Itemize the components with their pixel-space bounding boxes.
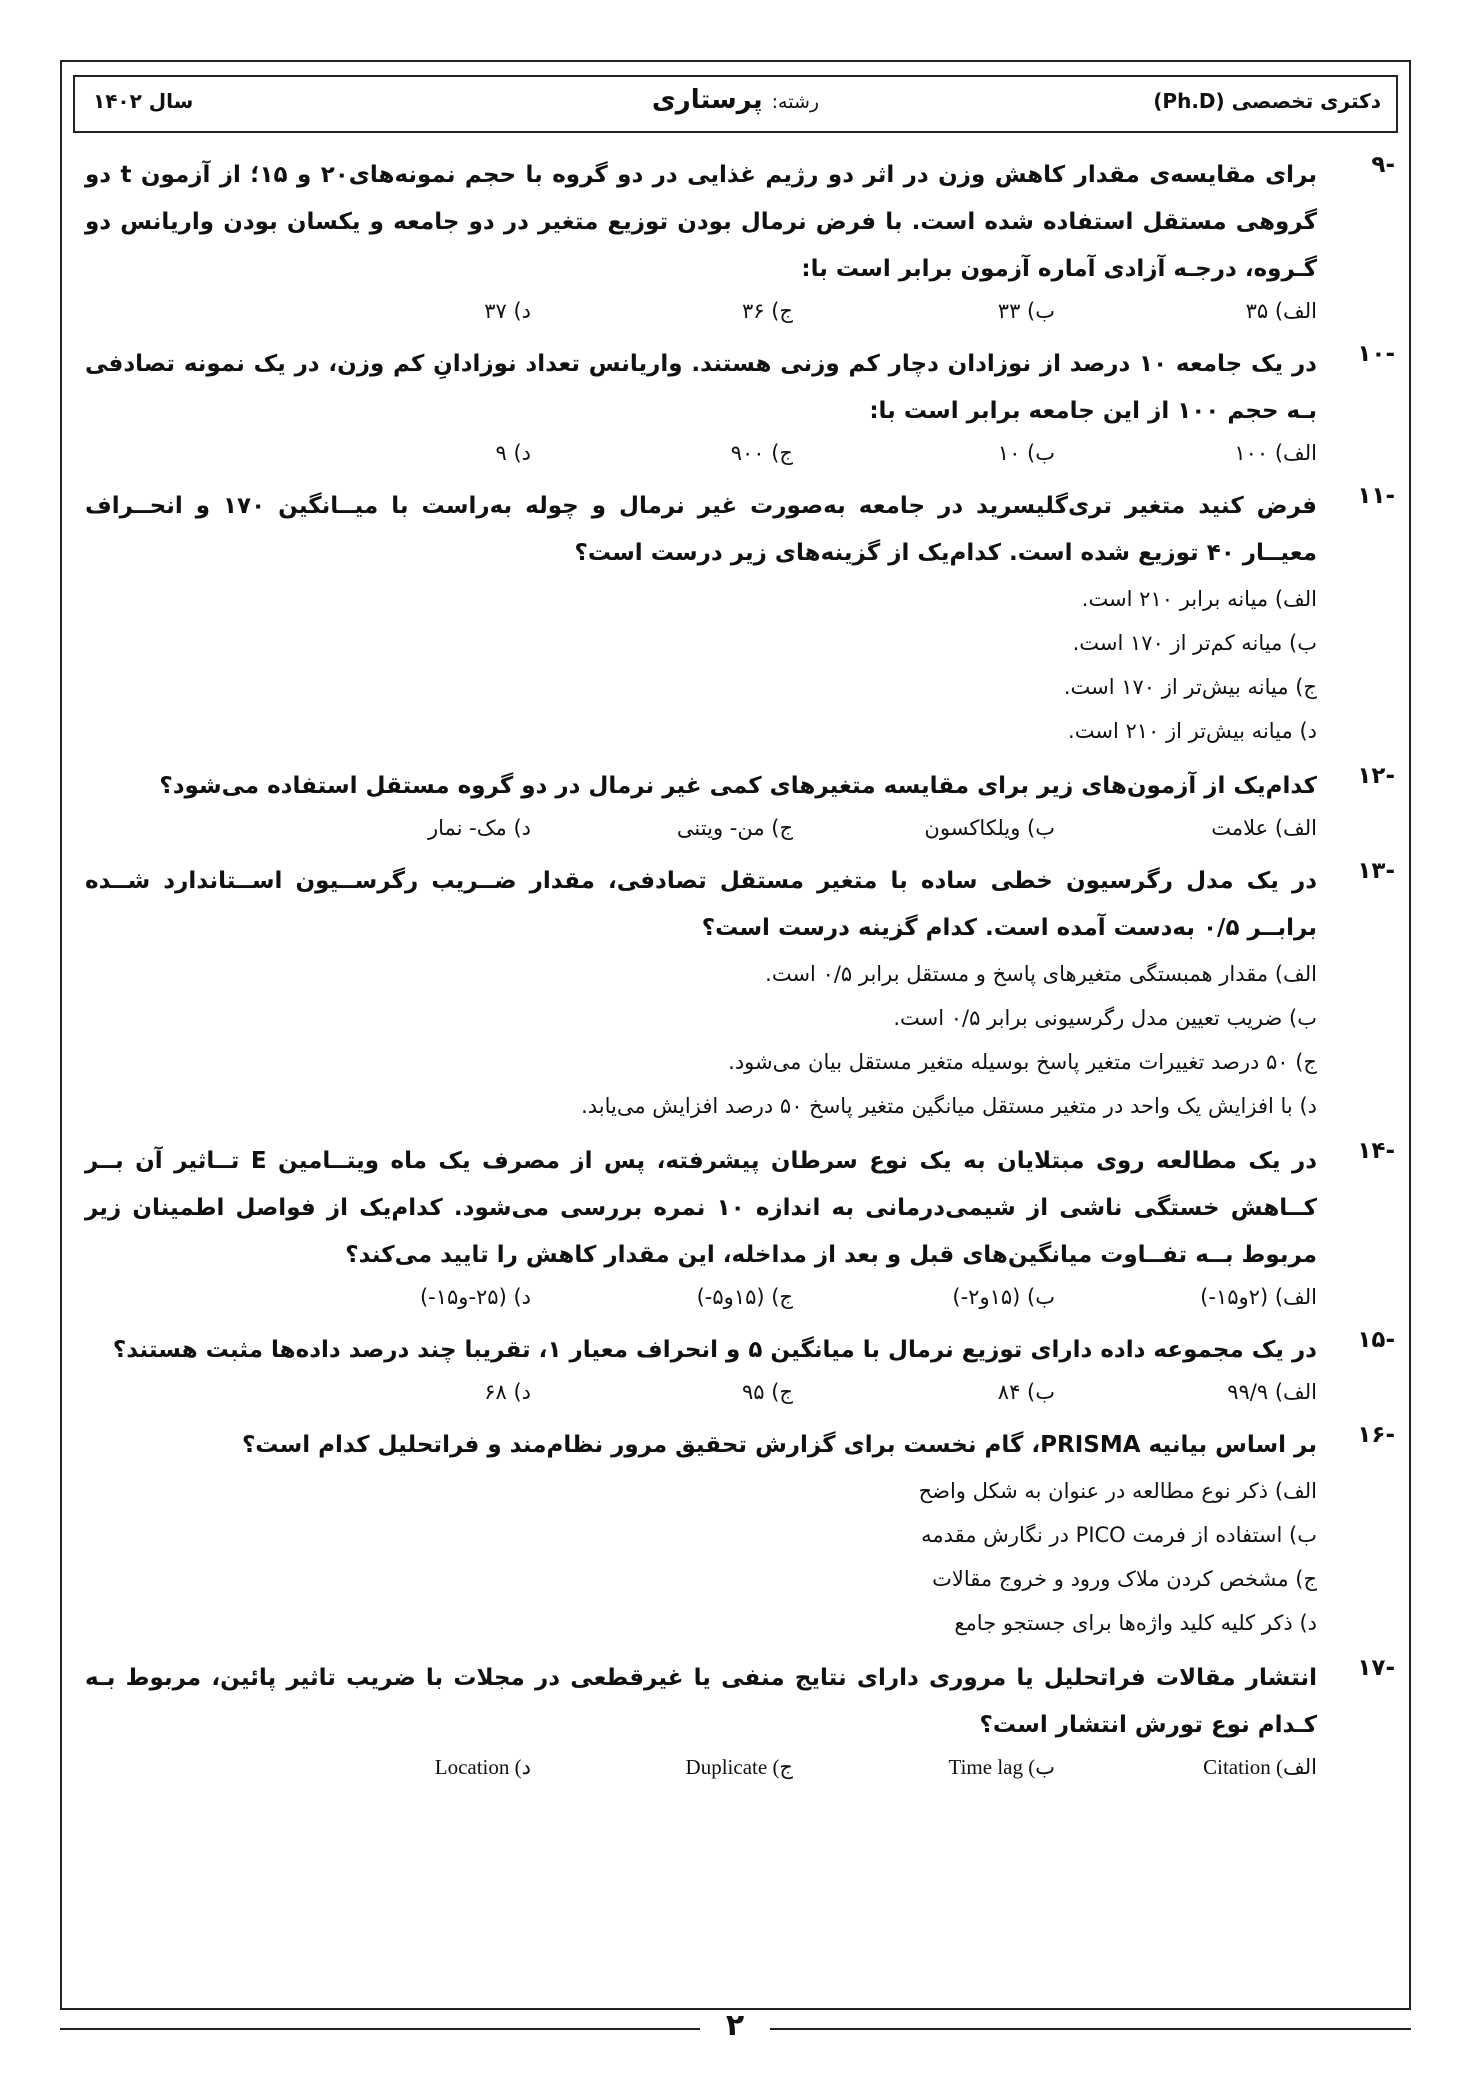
question-number: -۱۳: [1357, 858, 1395, 884]
option-a: الف) ۳۵: [1245, 299, 1317, 323]
field-label: رشته:: [771, 91, 820, 113]
option-d: د) Location: [434, 1755, 531, 1779]
option-b: ب) ۸۴: [997, 1380, 1055, 1404]
page-number: ۲: [725, 2008, 745, 2043]
question-number: -۱۱: [1357, 483, 1395, 509]
question-stem: در یک مجموعه داده دارای توزیع نرمال با میانگین ۵ و انحراف معیار ۱، تقریبا چند درصد داده‌ها مثبت هستند؟: [112, 1337, 1317, 1363]
option-c: ج) من- ویتنی: [676, 816, 793, 840]
exam-field: [75, 85, 1396, 115]
option-a: الف) ذکر نوع مطالعه در عنوان به شکل واضح: [918, 1479, 1317, 1503]
option-a: الف) علامت: [1211, 816, 1317, 840]
question-stem: برای مقایسه‌ی مقدار کاهش وزن در اثر دو رژیم غذایی در دو گروه با حجم نمونه‌های۲۰ و ۱۵؛ از آزمون t دو گروهی مستقل استفاده شده است. با فرض نرمال بودن توزیع متغیر در دو جامعه و یکسان بودن واریانس دو گـروه، درجـه آزادی آماره آزمون برابر است با:: [85, 162, 1318, 282]
options-list: [85, 577, 1317, 753]
options-row: [85, 291, 1317, 331]
option-b: ب) Time lag: [948, 1755, 1055, 1779]
options-row: [85, 1372, 1317, 1412]
exam-year: سال ۱۴۰۲: [93, 89, 194, 113]
option-b: ب) (۱۵و۲-): [952, 1285, 1055, 1309]
option-c: ج) Duplicate: [685, 1755, 793, 1779]
option-c: ج) مشخص کردن ملاک ورود و خروج مقالات: [932, 1567, 1317, 1591]
question-11: [85, 483, 1395, 753]
question-stem: در یک مطالعه روی مبتلایان به یک نوع سرطان پیشرفته، پس از مصرف یک ماه ویتــامین E تــاثیر آن بــر کــاهش خستگی ناشی از شیمی‌درمانی به اندازه ۱۰ نمره بررسی می‌شود. کدام‌یک از فواصل اطمینان زیر مربوط بــه تفــاوت میانگین‌های قبل و بعد از مداخله، این مقدار کاهش را تایید می‌کند؟: [85, 1148, 1318, 1268]
option-b: ب) ویلکاکسون: [924, 816, 1055, 840]
option-c: ج) میانه بیش‌تر از ۱۷۰ است.: [1063, 675, 1317, 699]
option-d: د) مک- نمار: [427, 816, 531, 840]
question-number: -۱۲: [1357, 763, 1395, 789]
option-d: د) با افزایش یک واحد در متغیر مستقل میانگین متغیر پاسخ ۵۰ درصد افزایش می‌یابد.: [581, 1094, 1317, 1118]
option-c: ج) ۵۰ درصد تغییرات متغیر پاسخ بوسیله متغیر مستقل بیان می‌شود.: [728, 1050, 1317, 1074]
exam-header: [73, 75, 1398, 133]
exam-level: دکتری تخصصی (Ph.D): [1153, 89, 1381, 113]
options-row: [85, 1747, 1317, 1787]
question-10: [85, 341, 1395, 473]
options-row: [85, 808, 1317, 848]
question-17: [85, 1655, 1395, 1787]
option-c: ج) ۹۰۰: [730, 441, 793, 465]
option-d: د) ۶۸: [484, 1380, 531, 1404]
options-list: [85, 1469, 1317, 1645]
question-stem: در یک مدل رگرسیون خطی ساده با متغیر مستقل تصادفی، مقدار ضــریب رگرســیون اســتاندارد شــده برابــر ۰/۵ به‌دست آمده است. کدام گزینه درست است؟: [85, 868, 1317, 941]
question-number: -۱۴: [1357, 1138, 1395, 1164]
option-d: د) ۳۷: [484, 299, 531, 323]
question-stem: در یک جامعه ۱۰ درصد از نوزادان دچار کم وزنی هستند. واریانس تعداد نوزادانِ کم وزن، در یک نمونه تصادفی بـه حجم ۱۰۰ از این جامعه برابر است با:: [85, 351, 1317, 424]
option-a: الف) ۹۹/۹: [1227, 1380, 1317, 1404]
option-b: ب) میانه کم‌تر از ۱۷۰ است.: [1072, 631, 1317, 655]
option-c: ج) (۱۵و۵-): [696, 1285, 793, 1309]
question-12: [85, 763, 1395, 848]
option-c: ج) ۹۵: [742, 1380, 793, 1404]
field-name: پرستاری: [651, 85, 763, 115]
question-stem: بر اساس بیانیه PRISMA، گام نخست برای گزارش تحقیق مرور نظام‌مند و فراتحلیل کدام است؟: [241, 1432, 1317, 1458]
options-row: [85, 1277, 1317, 1317]
option-a: الف) میانه برابر ۲۱۰ است.: [1081, 587, 1317, 611]
question-number: -۹: [1371, 152, 1395, 178]
question-number: -۱۷: [1357, 1655, 1395, 1681]
question-13: [85, 858, 1395, 1128]
options-row: [85, 433, 1317, 473]
option-a: الف) (۲و۱۵-): [1200, 1285, 1317, 1309]
option-b: ب) ۳۳: [997, 299, 1055, 323]
option-b: ب) ۱۰: [997, 441, 1055, 465]
question-stem: انتشار مقالات فراتحلیل یا مروری دارای نتایج منفی یا غیرقطعی در مجلات با ضریب تاثیر پائین، مربوط بـه کـدام نوع تورش انتشار است؟: [85, 1665, 1317, 1738]
option-a: الف) Citation: [1203, 1755, 1317, 1779]
option-c: ج) ۳۶: [742, 299, 793, 323]
options-list: [85, 952, 1317, 1128]
question-number: -۱۶: [1357, 1422, 1395, 1448]
question-9: [85, 152, 1395, 331]
question-number: -۱۵: [1357, 1327, 1395, 1353]
option-d: د) میانه بیش‌تر از ۲۱۰ است.: [1068, 719, 1317, 743]
question-number: -۱۰: [1357, 341, 1395, 367]
option-a: الف) مقدار همبستگی متغیرهای پاسخ و مستقل برابر ۰/۵ است.: [765, 962, 1317, 986]
question-stem: کدام‌یک از آزمون‌های زیر برای مقایسه متغیرهای کمی غیر نرمال در دو گروه مستقل استفاده می‌شود؟: [159, 773, 1317, 799]
question-16: [85, 1422, 1395, 1645]
option-b: ب) ضریب تعیین مدل رگرسیونی برابر ۰/۵ است.: [893, 1006, 1317, 1030]
option-d: د) ذکر کلیه کلید واژه‌ها برای جستجو جامع: [954, 1611, 1317, 1635]
question-stem: فرض کنید متغیر تری‌گلیسرید در جامعه به‌صورت غیر نرمال و چوله به‌راست با میــانگین ۱۷۰ و انحــراف معیــار ۴۰ توزیع شده است. کدام‌یک از گزینه‌های زیر درست است؟: [85, 493, 1317, 566]
option-b: ب) استفاده از فرمت PICO در نگارش مقدمه: [921, 1523, 1317, 1547]
questions-list: [85, 152, 1395, 1797]
option-a: الف) ۱۰۰: [1234, 441, 1317, 465]
option-d: د) (۲۵-و۱۵-): [419, 1285, 531, 1309]
question-15: [85, 1327, 1395, 1412]
question-14: [85, 1138, 1395, 1317]
option-d: د) ۹: [495, 441, 531, 465]
